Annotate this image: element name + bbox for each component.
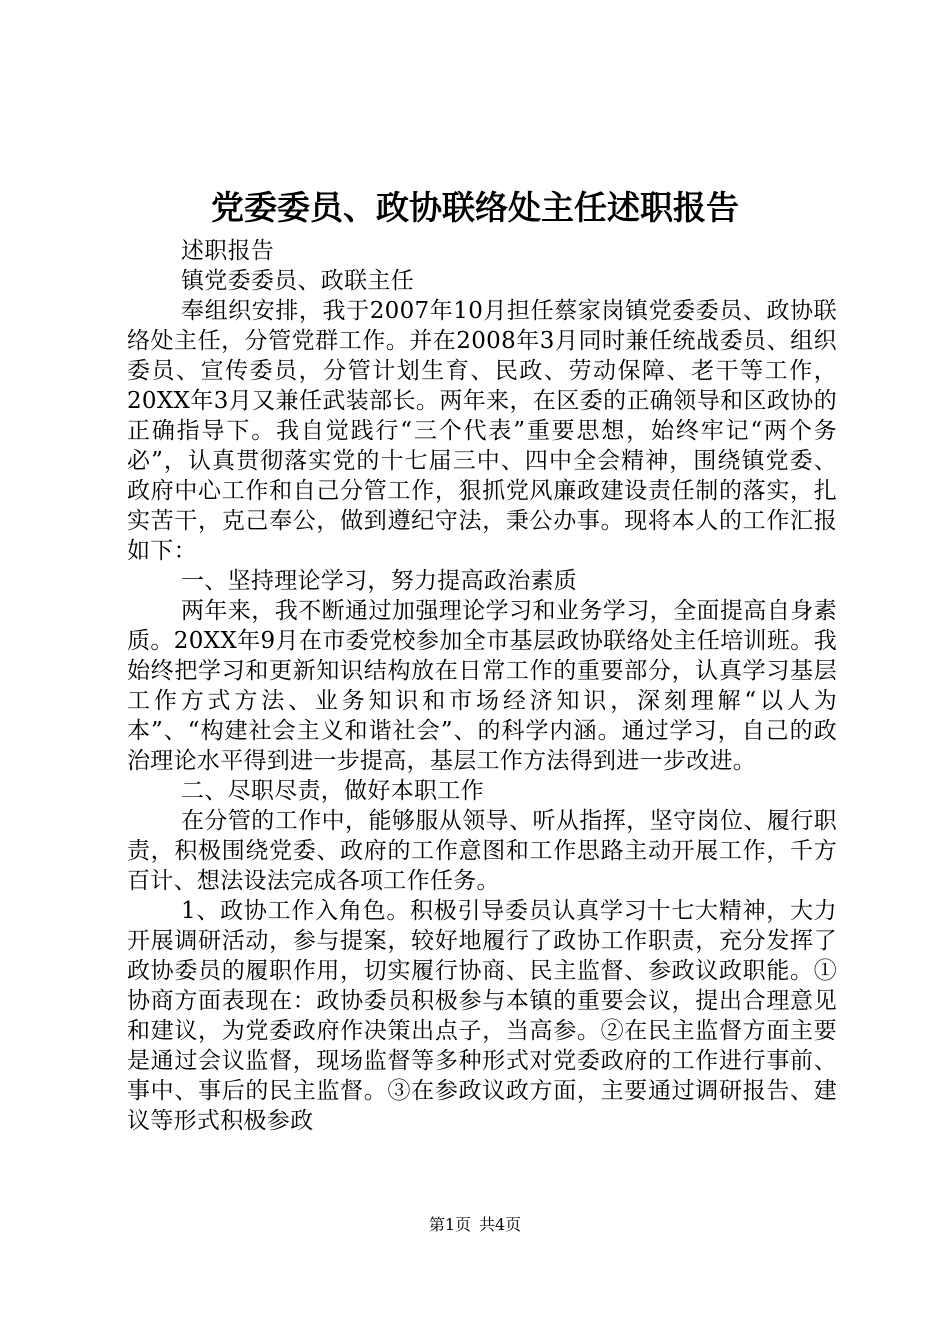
paragraph-position: 镇党委委员、政联主任 <box>181 268 414 294</box>
page-footer <box>0 1214 950 1236</box>
paragraph-report-label: 述职报告 <box>181 238 275 264</box>
paragraph-study: 两年来，我不断通过加强理论学习和业务学习，全面提高自身素质。20XX年9月在市委党校参加全市基层政协联络处主任培训班。我始终把学习和更新知识结构放在日常工作的重要部分，认真学习基层工作方式方法、业务知识和市场经济知识，深刻理解“以人为本”、“构建社会主义和谐社会”、的科学内涵。通过学习，自己的政治理论水平得到进一步提高，基层工作方法得到进一步改进。 <box>127 598 837 774</box>
document-body <box>127 236 837 1136</box>
paragraph-cppcc-work: 1、政协工作入角色。积极引导委员认真学习十七大精神，大力开展调研活动，参与提案，较好地履行了政协工作职责，充分发挥了政协委员的履职作用，切实履行协商、民主监督、参政议政职能。①协商方面表现在：政协委员积极参与本镇的重要会议，提出合理意见和建议，为党委政府作决策出点子，当高参。②在民主监督方面主要是通过会议监督，现场监督等多种形式对党委政府的工作进行事前、事中、事后的民主监督。③在参政议政方面，主要通过调研报告、建议等形式积极参政 <box>127 898 837 1134</box>
document-title: 党委委员、政协联络处主任述职报告 <box>211 188 739 227</box>
page-total: 共4页 <box>479 1215 522 1234</box>
paragraph-duties: 在分管的工作中，能够服从领导、听从指挥，坚守岗位、履行职责，积极围绕党委、政府的工作意图和工作思路主动开展工作，千方百计、想法设法完成各项工作任务。 <box>127 808 837 894</box>
page-number: 第1页 <box>428 1215 471 1234</box>
section-heading-2: 二、尽职尽责，做好本职工作 <box>181 778 484 804</box>
paragraph-intro: 奉组织安排，我于2007年10月担任蔡家岗镇党委委员、政协联络处主任，分管党群工作。并在2008年3月同时兼任统战委员、组织委员、宣传委员，分管计划生育、民政、劳动保障、老干等工作，20XX年3月又兼任武装部长。两年来，在区委的正确领导和区政协的正确指导下。我自觉践行“三个代表”重要思想，始终牢记“两个务必”，认真贯彻落实党的十七届三中、四中全会精神，围绕镇党委、政府中心工作和自己分管工作，狠抓党风廉政建设责任制的落实，扎实苦干，克己奉公，做到遵纪守法，秉公办事。现将本人的工作汇报如下： <box>127 298 837 564</box>
section-heading-1: 一、坚持理论学习，努力提高政治素质 <box>181 568 578 594</box>
